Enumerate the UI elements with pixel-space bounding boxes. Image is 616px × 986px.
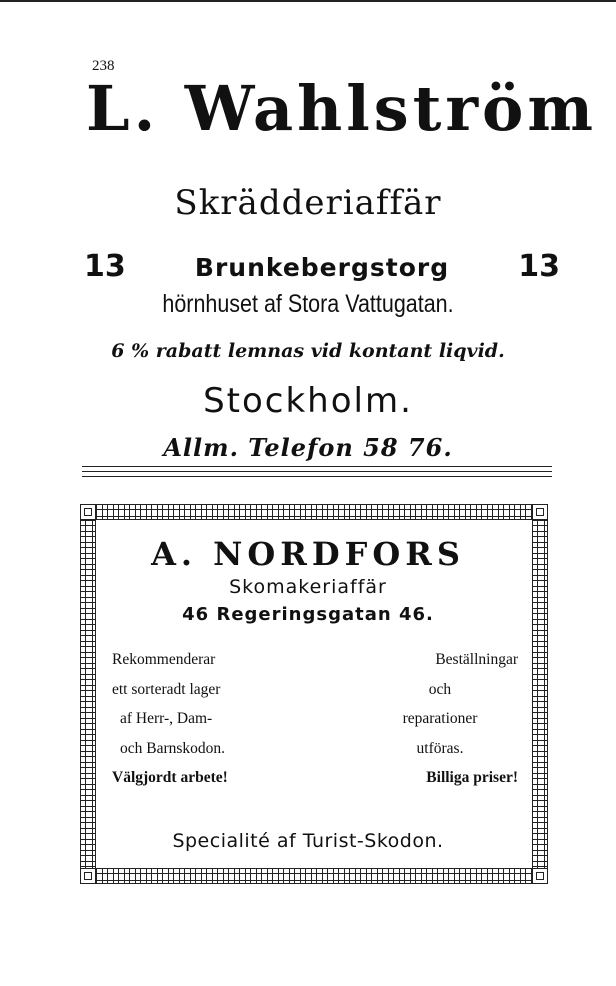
left-line: ett sorteradt lager bbox=[112, 680, 221, 698]
frame-corner-ornament bbox=[80, 504, 96, 520]
city: Stockholm. bbox=[203, 381, 413, 421]
meander-border-right bbox=[532, 520, 548, 868]
meander-border-top bbox=[80, 504, 548, 520]
left-line: och Barnskodon. bbox=[120, 739, 226, 757]
shop-name: L. Wahlström bbox=[86, 72, 597, 145]
meander-border-left bbox=[80, 520, 96, 868]
separator-rule-middle bbox=[82, 471, 552, 472]
shop-address: 46 Regeringsgatan 46. bbox=[182, 604, 434, 625]
shop-name: A. NORDFORS bbox=[151, 535, 465, 573]
meander-border-bottom bbox=[80, 868, 548, 884]
top-rule bbox=[0, 0, 616, 2]
corner-note: hörnhuset af Stora Vattugatan. bbox=[162, 290, 454, 318]
shop-address bbox=[84, 249, 560, 284]
shop-trade: Skomakeriaffär bbox=[229, 576, 387, 598]
separator-rule-bottom bbox=[82, 476, 552, 477]
left-column bbox=[112, 652, 342, 800]
shop-trade: Skrädderiaffär bbox=[174, 183, 442, 223]
page-number: 238 bbox=[92, 58, 115, 74]
address-number-right: 13 bbox=[518, 249, 560, 284]
right-column bbox=[362, 652, 518, 800]
right-line: reparationer bbox=[402, 710, 478, 727]
address-number-left: 13 bbox=[84, 249, 126, 284]
left-line: Välgjordt arbete! bbox=[112, 769, 228, 786]
frame-corner-ornament bbox=[532, 868, 548, 884]
specialty-note: Specialité af Turist-Skodon. bbox=[172, 830, 444, 852]
phone-number: Allm. Telefon 58 76. bbox=[163, 433, 453, 462]
separator-rule-top bbox=[82, 466, 552, 467]
right-line: utföras. bbox=[416, 739, 464, 757]
right-line: och bbox=[428, 680, 452, 698]
right-line: Billiga priser! bbox=[426, 769, 518, 786]
discount-note: 6 % rabatt lemnas vid kontant liqvid. bbox=[111, 340, 505, 362]
left-line: af Herr-, Dam- bbox=[120, 710, 213, 727]
frame-corner-ornament bbox=[80, 868, 96, 884]
address-street: Brunkebergstorg bbox=[194, 252, 450, 282]
left-line: Rekommenderar bbox=[112, 651, 216, 668]
frame-corner-ornament bbox=[532, 504, 548, 520]
right-line: Beställningar bbox=[435, 651, 518, 668]
